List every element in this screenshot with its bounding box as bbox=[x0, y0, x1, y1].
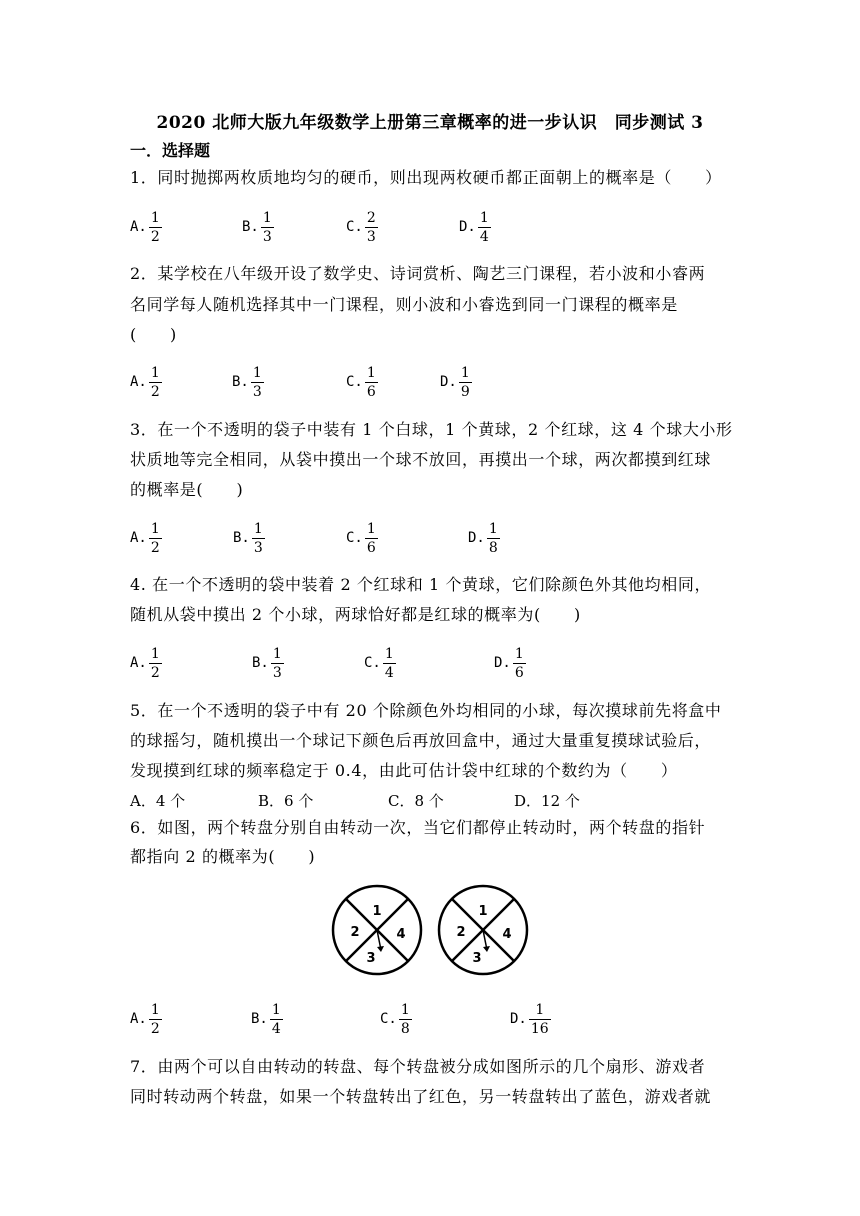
q3-stem-line: 状质地等完全相同，从袋中摸出一个球不放回，再摸出一个球，两次都摸到红球 bbox=[130, 450, 712, 469]
fraction: $\frac{1}{2}$ bbox=[150, 209, 160, 245]
q7-stem-line: 7．由两个可以自由转动的转盘、每个转盘被分成如图所示的几个扇形、游戏者 bbox=[130, 1057, 706, 1076]
spinners-figure bbox=[330, 880, 530, 980]
q4-option-b[interactable]: B. $\frac{1}{3}$ bbox=[252, 645, 282, 681]
spinner-label-1: 1 bbox=[478, 904, 488, 919]
q3-option-d[interactable]: D. $\frac{1}{8}$ bbox=[468, 520, 498, 556]
q5-option-d[interactable]: D．12 个 bbox=[514, 792, 580, 810]
fraction: $\frac{1}{8}$ bbox=[488, 520, 498, 556]
q1-option-a[interactable]: A. $\frac{1}{2}$ bbox=[130, 209, 160, 245]
q2-option-c[interactable]: C. $\frac{1}{6}$ bbox=[346, 364, 376, 400]
q5-option-a[interactable]: A．4 个 bbox=[130, 792, 186, 810]
q1-option-d[interactable]: D. $\frac{1}{4}$ bbox=[459, 209, 489, 245]
spinner-label-3: 3 bbox=[472, 951, 482, 966]
spinner-label-2: 2 bbox=[456, 925, 466, 940]
pointer-arrow-icon bbox=[377, 946, 384, 952]
fraction: $\frac{1}{4}$ bbox=[384, 645, 394, 681]
q1-option-b[interactable]: B. $\frac{1}{3}$ bbox=[242, 209, 272, 245]
fraction: $\frac{1}{2}$ bbox=[150, 520, 160, 556]
q5-stem-line: 发现摸到红球的频率稳定于 0.4，由此可估计袋中红球的个数约为（ ） bbox=[130, 761, 678, 780]
spinner-left bbox=[333, 886, 421, 974]
fraction: $\frac{1}{2}$ bbox=[150, 1001, 160, 1037]
q3-stem-line: 的概率是( ) bbox=[130, 480, 244, 499]
fraction: $\frac{1}{3}$ bbox=[272, 645, 282, 681]
q2-stem-line: 2．某学校在八年级开设了数学史、诗词赏析、陶艺三门课程，若小波和小睿两 bbox=[130, 264, 706, 283]
q6-option-c[interactable]: C. $\frac{1}{8}$ bbox=[380, 1001, 410, 1037]
q4-option-a[interactable]: A. $\frac{1}{2}$ bbox=[130, 645, 160, 681]
pointer-arrow-icon bbox=[483, 946, 490, 952]
q1-stem-line: 1．同时抛掷两枚质地均匀的硬币，则出现两枚硬币都正面朝上的概率是（ ） bbox=[130, 168, 722, 187]
q2-stem-line: 名同学每人随机选择其中一门课程，则小波和小睿选到同一门课程的概率是 bbox=[130, 295, 678, 314]
q2-option-a[interactable]: A. $\frac{1}{2}$ bbox=[130, 364, 160, 400]
fraction: $\frac{1}{9}$ bbox=[460, 364, 470, 400]
spinner-label-4: 4 bbox=[396, 927, 406, 942]
spinner-right bbox=[439, 886, 527, 974]
fraction: $\frac{1}{6}$ bbox=[366, 520, 376, 556]
spinner-label-4: 4 bbox=[502, 927, 512, 942]
spinner-label-2: 2 bbox=[350, 925, 360, 940]
q7-stem-line: 同时转动两个转盘，如果一个转盘转出了红色，另一转盘转出了蓝色，游戏者就 bbox=[130, 1087, 712, 1106]
fraction: $\frac{1}{2}$ bbox=[150, 645, 160, 681]
q3-option-a[interactable]: A. $\frac{1}{2}$ bbox=[130, 520, 160, 556]
q4-option-c[interactable]: C. $\frac{1}{4}$ bbox=[364, 645, 394, 681]
q4-option-d[interactable]: D. $\frac{1}{6}$ bbox=[494, 645, 524, 681]
section-heading: 一．选择题 bbox=[130, 141, 211, 160]
q6-option-a[interactable]: A. $\frac{1}{2}$ bbox=[130, 1001, 160, 1037]
fraction: $\frac{1}{3}$ bbox=[252, 364, 262, 400]
q5-option-b[interactable]: B．6 个 bbox=[258, 792, 314, 810]
fraction: $\frac{1}{2}$ bbox=[150, 364, 160, 400]
q4-stem-line: 4. 在一个不透明的袋中装着 2 个红球和 1 个黄球，它们除颜色外其他均相同， bbox=[130, 575, 712, 594]
q5-stem-line: 的球摇匀，随机摸出一个球记下颜色后再放回盒中，通过大量重复摸球试验后， bbox=[130, 731, 712, 750]
q2-stem-line: ( ) bbox=[130, 325, 177, 344]
q3-option-b[interactable]: B. $\frac{1}{3}$ bbox=[233, 520, 263, 556]
page-title: 2020 北师大版九年级数学上册第三章概率的进一步认识 同步测试 3 bbox=[156, 113, 704, 133]
q5-stem-line: 5．在一个不透明的袋子中有 20 个除颜色外均相同的小球，每次摸球前先将盒中 bbox=[130, 701, 722, 720]
q6-option-b[interactable]: B. $\frac{1}{4}$ bbox=[251, 1001, 281, 1037]
fraction: $\frac{1}{16}$ bbox=[530, 1001, 549, 1037]
fraction: $\frac{2}{3}$ bbox=[366, 209, 376, 245]
spinner-label-3: 3 bbox=[366, 951, 376, 966]
fraction: $\frac{1}{6}$ bbox=[366, 364, 376, 400]
q2-option-d[interactable]: D. $\frac{1}{9}$ bbox=[440, 364, 470, 400]
q6-stem-line: 6．如图，两个转盘分别自由转动一次，当它们都停止转动时，两个转盘的指针 bbox=[130, 818, 706, 837]
q4-stem-line: 随机从袋中摸出 2 个小球，两球恰好都是红球的概率为( ) bbox=[130, 605, 581, 624]
q6-stem-line: 都指向 2 的概率为( ) bbox=[130, 847, 316, 866]
q3-stem-line: 3．在一个不透明的袋子中装有 1 个白球，1 个黄球，2 个红球，这 4 个球大小形 bbox=[130, 420, 733, 439]
fraction: $\frac{1}{3}$ bbox=[262, 209, 272, 245]
q2-option-b[interactable]: B. $\frac{1}{3}$ bbox=[232, 364, 262, 400]
fraction: $\frac{1}{4}$ bbox=[479, 209, 489, 245]
fraction: $\frac{1}{8}$ bbox=[400, 1001, 410, 1037]
q6-option-d[interactable]: D. $\frac{1}{16}$ bbox=[510, 1001, 549, 1037]
q1-option-c[interactable]: C. $\frac{2}{3}$ bbox=[346, 209, 376, 245]
fraction: $\frac{1}{3}$ bbox=[253, 520, 263, 556]
fraction: $\frac{1}{4}$ bbox=[271, 1001, 281, 1037]
spinner-label-1: 1 bbox=[372, 904, 382, 919]
q5-option-c[interactable]: C．8 个 bbox=[388, 792, 444, 810]
fraction: $\frac{1}{6}$ bbox=[514, 645, 524, 681]
q3-option-c[interactable]: C. $\frac{1}{6}$ bbox=[346, 520, 376, 556]
